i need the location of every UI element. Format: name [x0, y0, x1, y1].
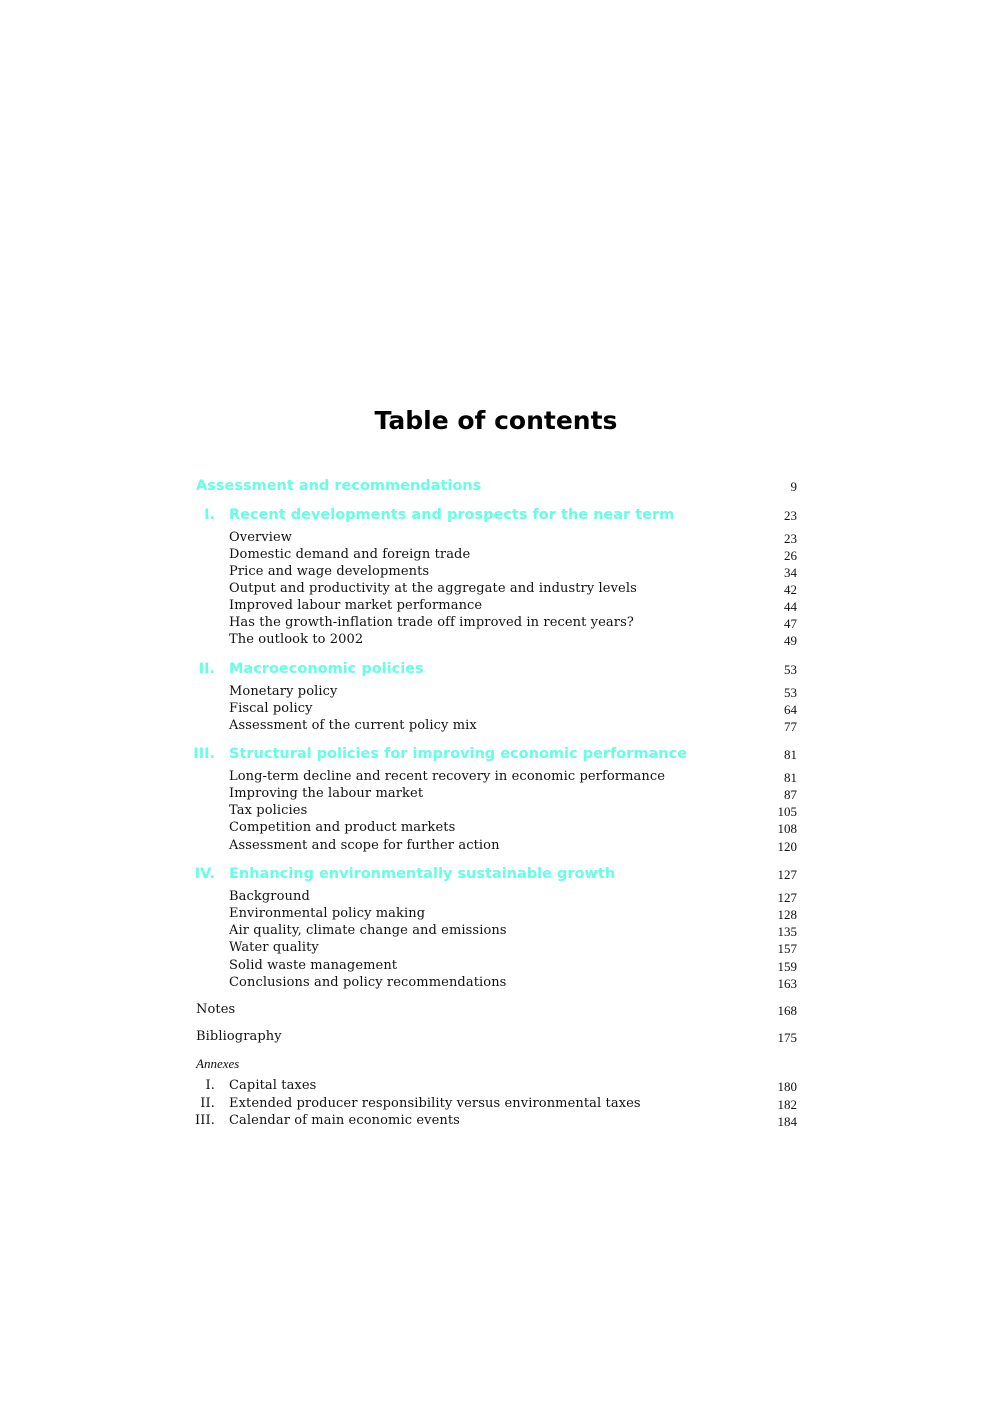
entry-page-number: 53 — [784, 662, 797, 677]
entry-page-number: 168 — [777, 1003, 797, 1018]
toc-entry[interactable] — [196, 975, 797, 993]
toc-entry[interactable] — [196, 906, 797, 924]
entry-label: Extended producer responsibility versus environmental taxes — [229, 1096, 641, 1111]
toc-entry[interactable] — [196, 684, 797, 702]
entry-page-number: 127 — [777, 890, 797, 905]
toc-section[interactable] — [196, 866, 797, 884]
page-title: Table of contents — [374, 406, 618, 435]
entry-label: Assessment of the current policy mix — [229, 718, 477, 733]
toc-entry[interactable] — [196, 923, 797, 941]
entry-page-number: 157 — [777, 941, 797, 956]
entry-page-number: 120 — [777, 839, 797, 854]
entry-label: Fiscal policy — [229, 701, 313, 716]
toc-entry[interactable] — [196, 547, 797, 565]
entry-label: Enhancing environmentally sustainable growth — [229, 866, 616, 882]
entry-label: The outlook to 2002 — [229, 632, 364, 647]
entry-page-number: 26 — [784, 548, 797, 563]
toc-entry[interactable] — [196, 889, 797, 907]
entry-label: Background — [229, 889, 310, 904]
toc-entry[interactable] — [196, 1078, 797, 1096]
entry-label: Tax policies — [229, 803, 308, 818]
toc-entry[interactable] — [196, 564, 797, 582]
toc-entry[interactable] — [196, 1096, 797, 1114]
toc-entry[interactable] — [196, 803, 797, 821]
entry-number: I. — [205, 1078, 215, 1093]
entry-label: Conclusions and policy recommendations — [229, 975, 507, 990]
entry-number: I. — [204, 507, 215, 523]
entry-label: Macroeconomic policies — [229, 661, 424, 677]
toc-entry[interactable] — [196, 1056, 797, 1074]
entry-label: Overview — [229, 530, 293, 545]
entry-label: Monetary policy — [229, 684, 338, 699]
entry-page-number: 128 — [777, 907, 797, 922]
toc-entry[interactable] — [196, 1113, 797, 1131]
entry-label: Capital taxes — [229, 1078, 317, 1093]
entry-label: Water quality — [229, 940, 319, 955]
entry-number: II. — [200, 1096, 215, 1111]
entry-page-number: 108 — [777, 821, 797, 836]
entry-page-number: 64 — [784, 702, 797, 717]
toc-section[interactable] — [196, 478, 797, 496]
entry-page-number: 81 — [784, 747, 797, 762]
entry-label: Improved labour market performance — [229, 598, 483, 613]
entry-label: Environmental policy making — [229, 906, 426, 921]
entry-page-number: 180 — [777, 1079, 797, 1094]
toc-entry[interactable] — [196, 1002, 797, 1020]
entry-number: III. — [193, 746, 215, 762]
entry-page-number: 34 — [784, 565, 797, 580]
entry-page-number: 44 — [784, 599, 797, 614]
entry-page-number: 47 — [784, 616, 797, 631]
entry-label: Domestic demand and foreign trade — [229, 547, 471, 562]
entry-page-number: 175 — [777, 1030, 797, 1045]
toc-section[interactable] — [196, 507, 797, 525]
toc-entry[interactable] — [196, 598, 797, 616]
entry-label: Solid waste management — [229, 958, 398, 973]
toc-entry[interactable] — [196, 838, 797, 856]
entry-label: Assessment and recommendations — [196, 478, 482, 494]
entry-page-number: 81 — [784, 770, 797, 785]
entry-page-number: 9 — [790, 479, 797, 494]
entry-label: Improving the labour market — [229, 786, 424, 801]
toc-entry[interactable] — [196, 1029, 797, 1047]
entry-label: Structural policies for improving economic performance — [229, 746, 688, 762]
entry-page-number: 159 — [777, 959, 797, 974]
entry-label: Bibliography — [196, 1029, 282, 1044]
entry-label: Long-term decline and recent recovery in economic performance — [229, 769, 666, 784]
entry-number: IV. — [194, 866, 215, 882]
toc-entry[interactable] — [196, 718, 797, 736]
toc-entry[interactable] — [196, 769, 797, 787]
entry-label: Has the growth-inflation trade off improved in recent years? — [229, 615, 634, 630]
entry-label: Notes — [196, 1002, 236, 1017]
toc-section[interactable] — [196, 661, 797, 679]
entry-number: II. — [198, 661, 215, 677]
entry-page-number: 163 — [777, 976, 797, 991]
entry-label: Air quality, climate change and emissions — [229, 923, 507, 938]
entry-number: III. — [195, 1113, 215, 1128]
entry-label: Competition and product markets — [229, 820, 456, 835]
toc-entry[interactable] — [196, 581, 797, 599]
toc-entry[interactable] — [196, 632, 797, 650]
entry-label: Assessment and scope for further action — [229, 838, 500, 853]
entry-page-number: 77 — [784, 719, 797, 734]
toc-entry[interactable] — [196, 615, 797, 633]
toc-entry[interactable] — [196, 701, 797, 719]
entry-page-number: 23 — [784, 508, 797, 523]
entry-page-number: 53 — [784, 685, 797, 700]
toc-entry[interactable] — [196, 820, 797, 838]
entry-label: Annexes — [196, 1056, 240, 1071]
entry-label: Price and wage developments — [229, 564, 430, 579]
toc-entry[interactable] — [196, 940, 797, 958]
entry-page-number: 184 — [777, 1114, 797, 1129]
entry-page-number: 23 — [784, 531, 797, 546]
entry-page-number: 42 — [784, 582, 797, 597]
entry-page-number: 135 — [777, 924, 797, 939]
entry-page-number: 127 — [777, 867, 797, 882]
entry-label: Calendar of main economic events — [229, 1113, 460, 1128]
entry-page-number: 182 — [777, 1097, 797, 1112]
toc-entry[interactable] — [196, 958, 797, 976]
entry-label: Output and productivity at the aggregate and industry levels — [229, 581, 637, 596]
entry-page-number: 87 — [784, 787, 797, 802]
entry-page-number: 105 — [777, 804, 797, 819]
entry-page-number: 49 — [784, 633, 797, 648]
toc-section[interactable] — [193, 746, 797, 764]
toc-entry[interactable] — [196, 786, 797, 804]
toc-entry[interactable] — [196, 530, 797, 548]
entry-label: Recent developments and prospects for the near term — [229, 507, 675, 523]
